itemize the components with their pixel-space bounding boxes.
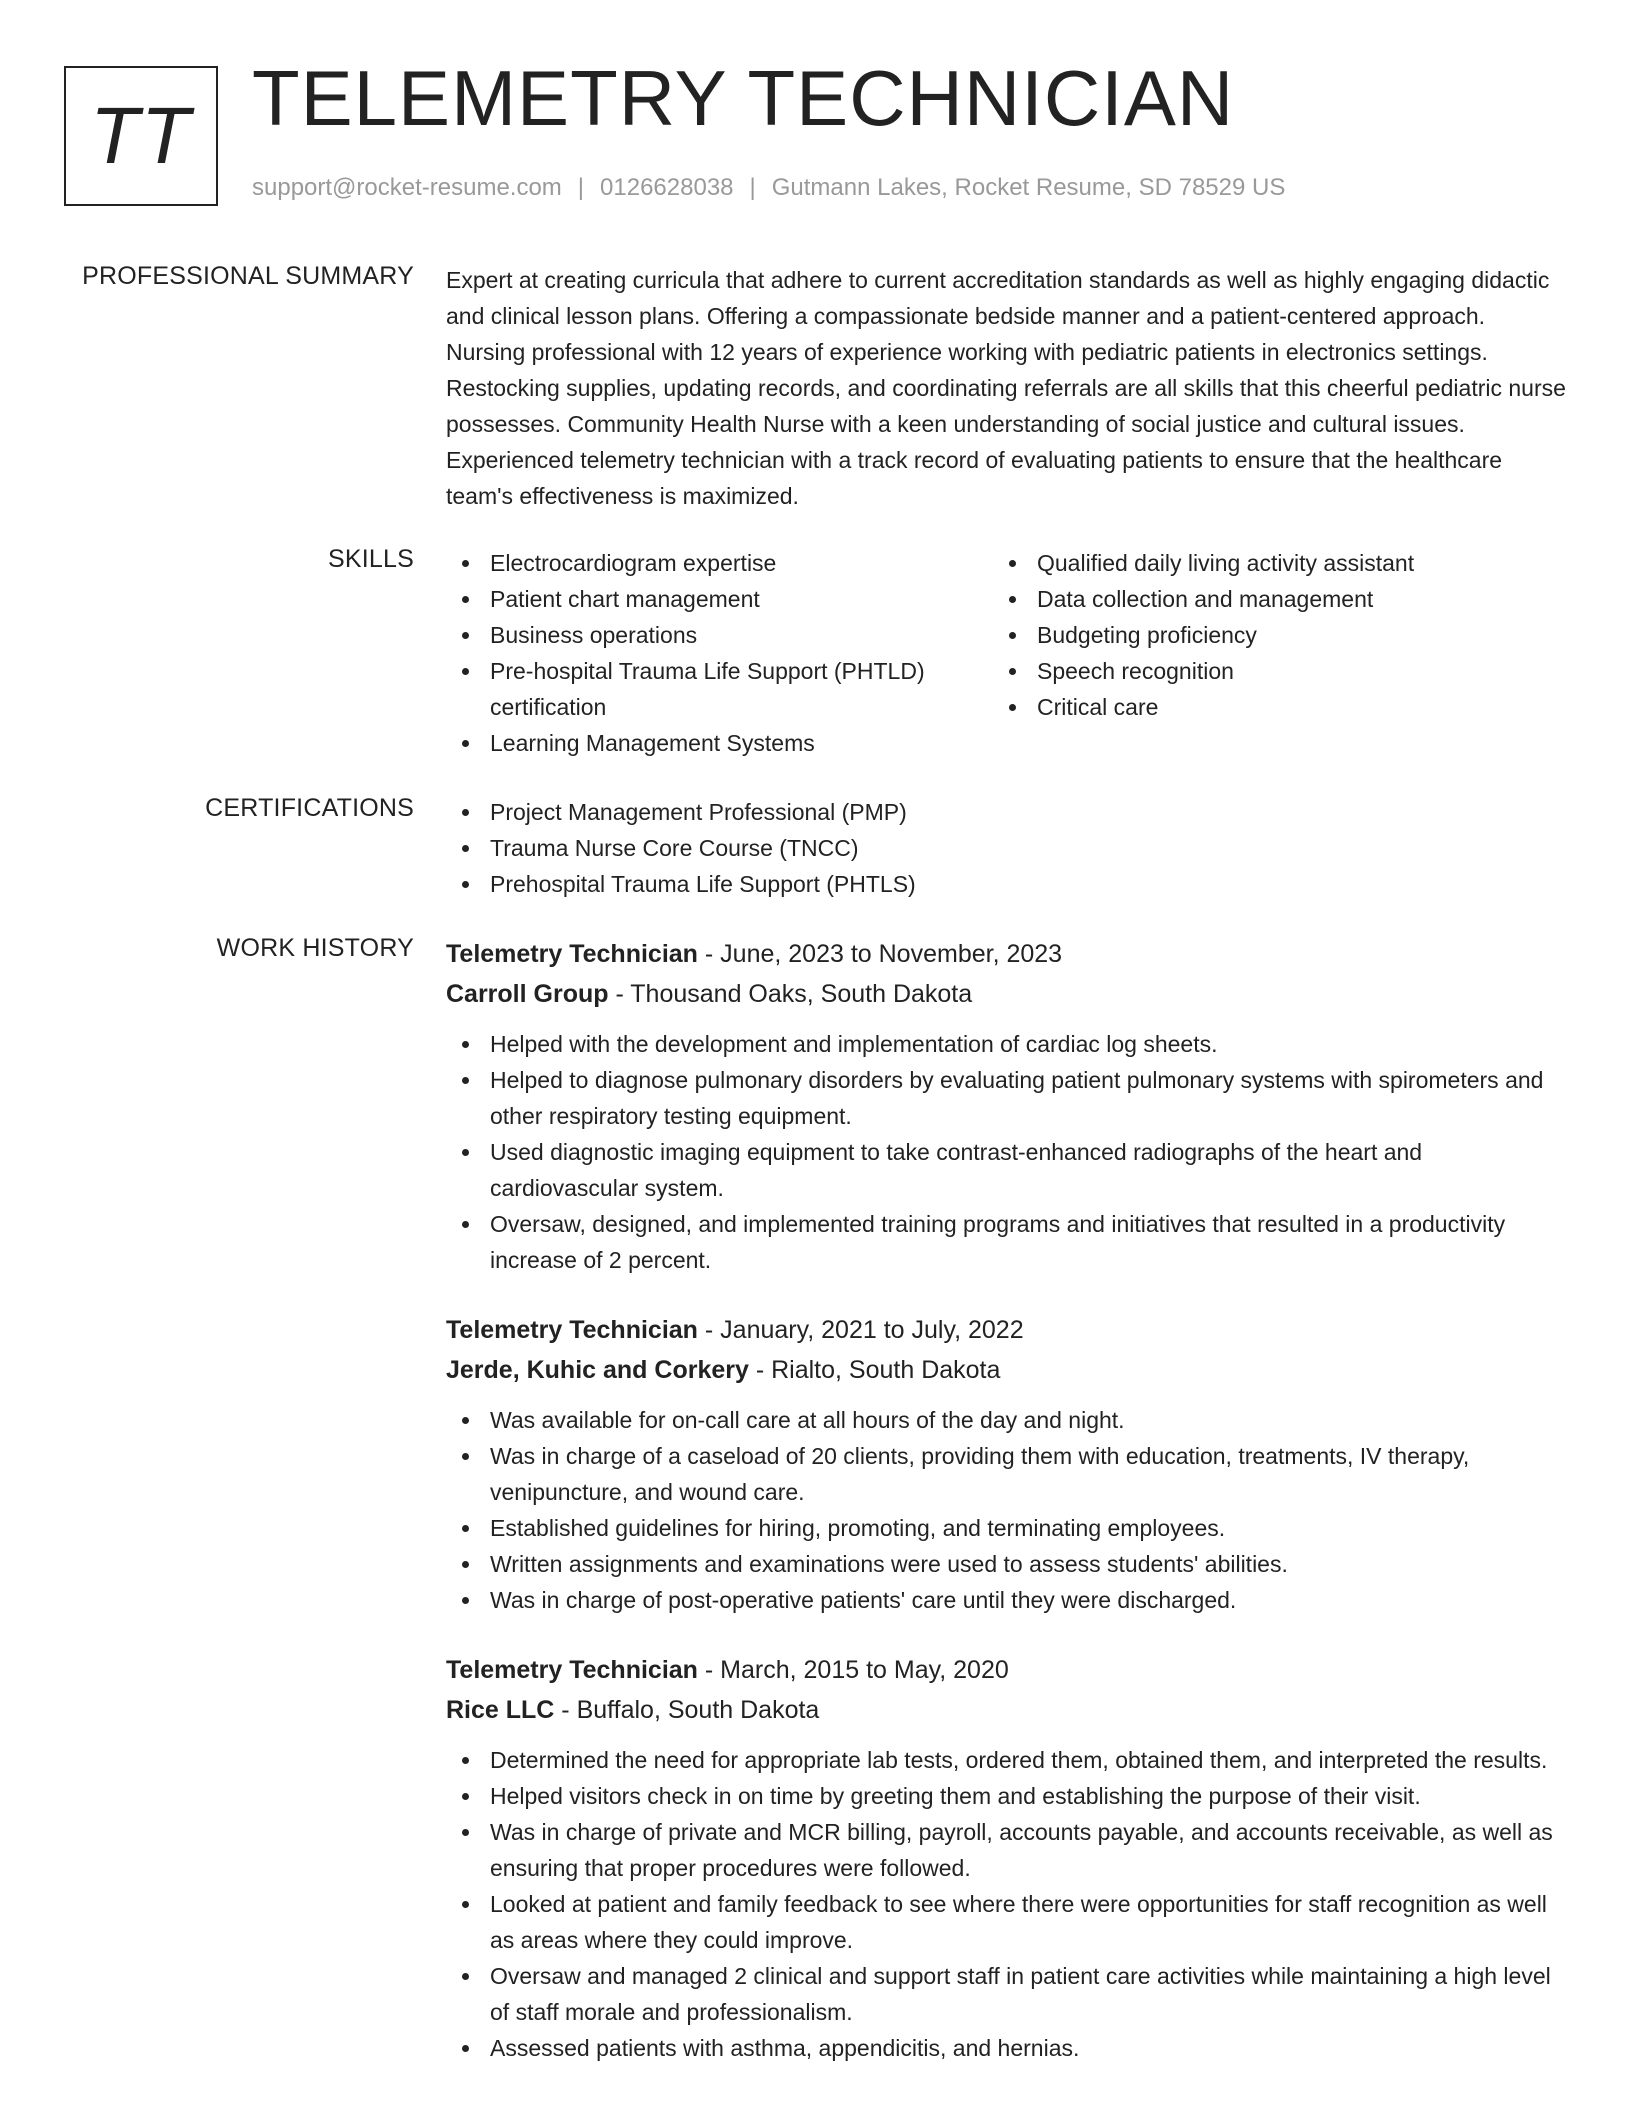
job-duties — [446, 1402, 1566, 1618]
list-item: Oversaw and managed 2 clinical and support staff in patient care activities while maintaining a high level of staff morale and professionalism. — [446, 1958, 1566, 2030]
contact-separator: | — [749, 174, 756, 201]
list-item: Budgeting proficiency — [993, 617, 1553, 653]
list-item: Established guidelines for hiring, promoting, and terminating employees. — [446, 1510, 1566, 1546]
list-item: Critical care — [993, 689, 1553, 725]
list-item: Electrocardiogram expertise — [446, 545, 993, 581]
job-duties — [446, 1026, 1566, 1278]
job-company: Carroll Group — [446, 980, 609, 1008]
contact-separator: | — [577, 174, 585, 201]
summary-heading: PROFESSIONAL SUMMARY — [82, 262, 414, 290]
list-item: Prehospital Trauma Life Support (PHTLS) — [446, 866, 1566, 902]
job-title-line — [446, 934, 1566, 974]
job-company: Rice LLC — [446, 1696, 555, 1724]
job-location: - Buffalo, South Dakota — [554, 1696, 820, 1724]
list-item: Written assignments and examinations were used to assess students' abilities. — [446, 1546, 1566, 1582]
job-company-line — [446, 1350, 1566, 1390]
list-item: Data collection and management — [993, 581, 1553, 617]
contact-line — [252, 174, 1285, 202]
list-item: Used diagnostic imaging equipment to take contrast-enhanced radiographs of the heart and cardiovascular system. — [446, 1134, 1566, 1206]
list-item: Was in charge of post-operative patients' care until they were discharged. — [446, 1582, 1566, 1618]
page-title: TELEMETRY TECHNICIAN — [252, 54, 1235, 142]
job-entry — [446, 1650, 1566, 2066]
job-title-line — [446, 1650, 1566, 1690]
list-item: Project Management Professional (PMP) — [446, 794, 1566, 830]
skills-list-right — [993, 545, 1553, 761]
work-history-heading: WORK HISTORY — [216, 934, 414, 962]
job-company-line — [446, 1690, 1566, 1730]
list-item: Looked at patient and family feedback to see where there were opportunities for staff recognition as well as areas where they could improve. — [446, 1886, 1566, 1958]
job-entry — [446, 1310, 1566, 1618]
list-item: Was in charge of private and MCR billing, payroll, accounts payable, and accounts receivable, as well as ensuring that proper procedures were followed. — [446, 1814, 1566, 1886]
list-item: Speech recognition — [993, 653, 1553, 689]
job-title: Telemetry Technician — [446, 940, 698, 968]
list-item: Trauma Nurse Core Course (TNCC) — [446, 830, 1566, 866]
list-item: Assessed patients with asthma, appendicitis, and hernias. — [446, 2030, 1566, 2066]
job-dates: - January, 2021 to July, 2022 — [697, 1316, 1024, 1344]
summary-text: Expert at creating curricula that adhere to current accreditation standards as well as highly engaging didactic and clinical lesson plans. Offering a compassionate bedside manner and a patient-centered approach. Nursing professional with 12 years of experience working with pediatric patients in electronics settings. Restocking supplies, updating records, and coordinating referrals are all skills that this cheerful pediatric nurse possesses. Community Health Nurse with a keen understanding of social justice and cultural issues. Experienced telemetry technician with a track record of evaluating patients to ensure that the healthcare team's effectiveness is maximized. — [446, 267, 1566, 509]
list-item: Business operations — [446, 617, 993, 653]
contact-phone: 0126628038 — [600, 174, 734, 201]
job-dates: - March, 2015 to May, 2020 — [697, 1656, 1009, 1684]
work-history-body — [446, 934, 1566, 2066]
list-item: Helped with the development and implementation of cardiac log sheets. — [446, 1026, 1566, 1062]
list-item: Helped to diagnose pulmonary disorders by evaluating patient pulmonary systems with spirometers and other respiratory testing equipment. — [446, 1062, 1566, 1134]
list-item: Qualified daily living activity assistant — [993, 545, 1553, 581]
monogram-logo: TT — [64, 66, 218, 206]
list-item: Pre-hospital Trauma Life Support (PHTLD) certification — [446, 653, 993, 725]
list-item: Learning Management Systems — [446, 725, 993, 761]
job-duties — [446, 1742, 1566, 2066]
job-location: - Thousand Oaks, South Dakota — [608, 980, 973, 1008]
certifications-list — [446, 794, 1566, 902]
job-dates: - June, 2023 to November, 2023 — [697, 940, 1063, 968]
list-item: Was in charge of a caseload of 20 clients, providing them with education, treatments, IV therapy, venipuncture, and wound care. — [446, 1438, 1566, 1510]
contact-address: Gutmann Lakes, Rocket Resume, SD 78529 US — [771, 174, 1286, 201]
summary-body — [446, 262, 1566, 514]
job-company-line — [446, 974, 1566, 1014]
skills-body — [446, 545, 1566, 761]
list-item: Oversaw, designed, and implemented training programs and initiatives that resulted in a productivity increase of 2 percent. — [446, 1206, 1566, 1278]
job-title: Telemetry Technician — [446, 1316, 698, 1344]
skills-list-left — [446, 545, 993, 761]
list-item: Was available for on-call care at all hours of the day and night. — [446, 1402, 1566, 1438]
certifications-heading: CERTIFICATIONS — [205, 794, 414, 822]
list-item: Helped visitors check in on time by greeting them and establishing the purpose of their visit. — [446, 1778, 1566, 1814]
job-company: Jerde, Kuhic and Corkery — [446, 1356, 749, 1384]
certifications-body — [446, 794, 1566, 902]
contact-email: support@rocket-resume.com — [252, 174, 562, 201]
list-item: Determined the need for appropriate lab tests, ordered them, obtained them, and interpreted the results. — [446, 1742, 1566, 1778]
job-location: - Rialto, South Dakota — [748, 1356, 1001, 1384]
job-title: Telemetry Technician — [446, 1656, 698, 1684]
job-title-line — [446, 1310, 1566, 1350]
job-entry — [446, 934, 1566, 1278]
list-item: Patient chart management — [446, 581, 993, 617]
skills-heading: SKILLS — [328, 545, 414, 573]
